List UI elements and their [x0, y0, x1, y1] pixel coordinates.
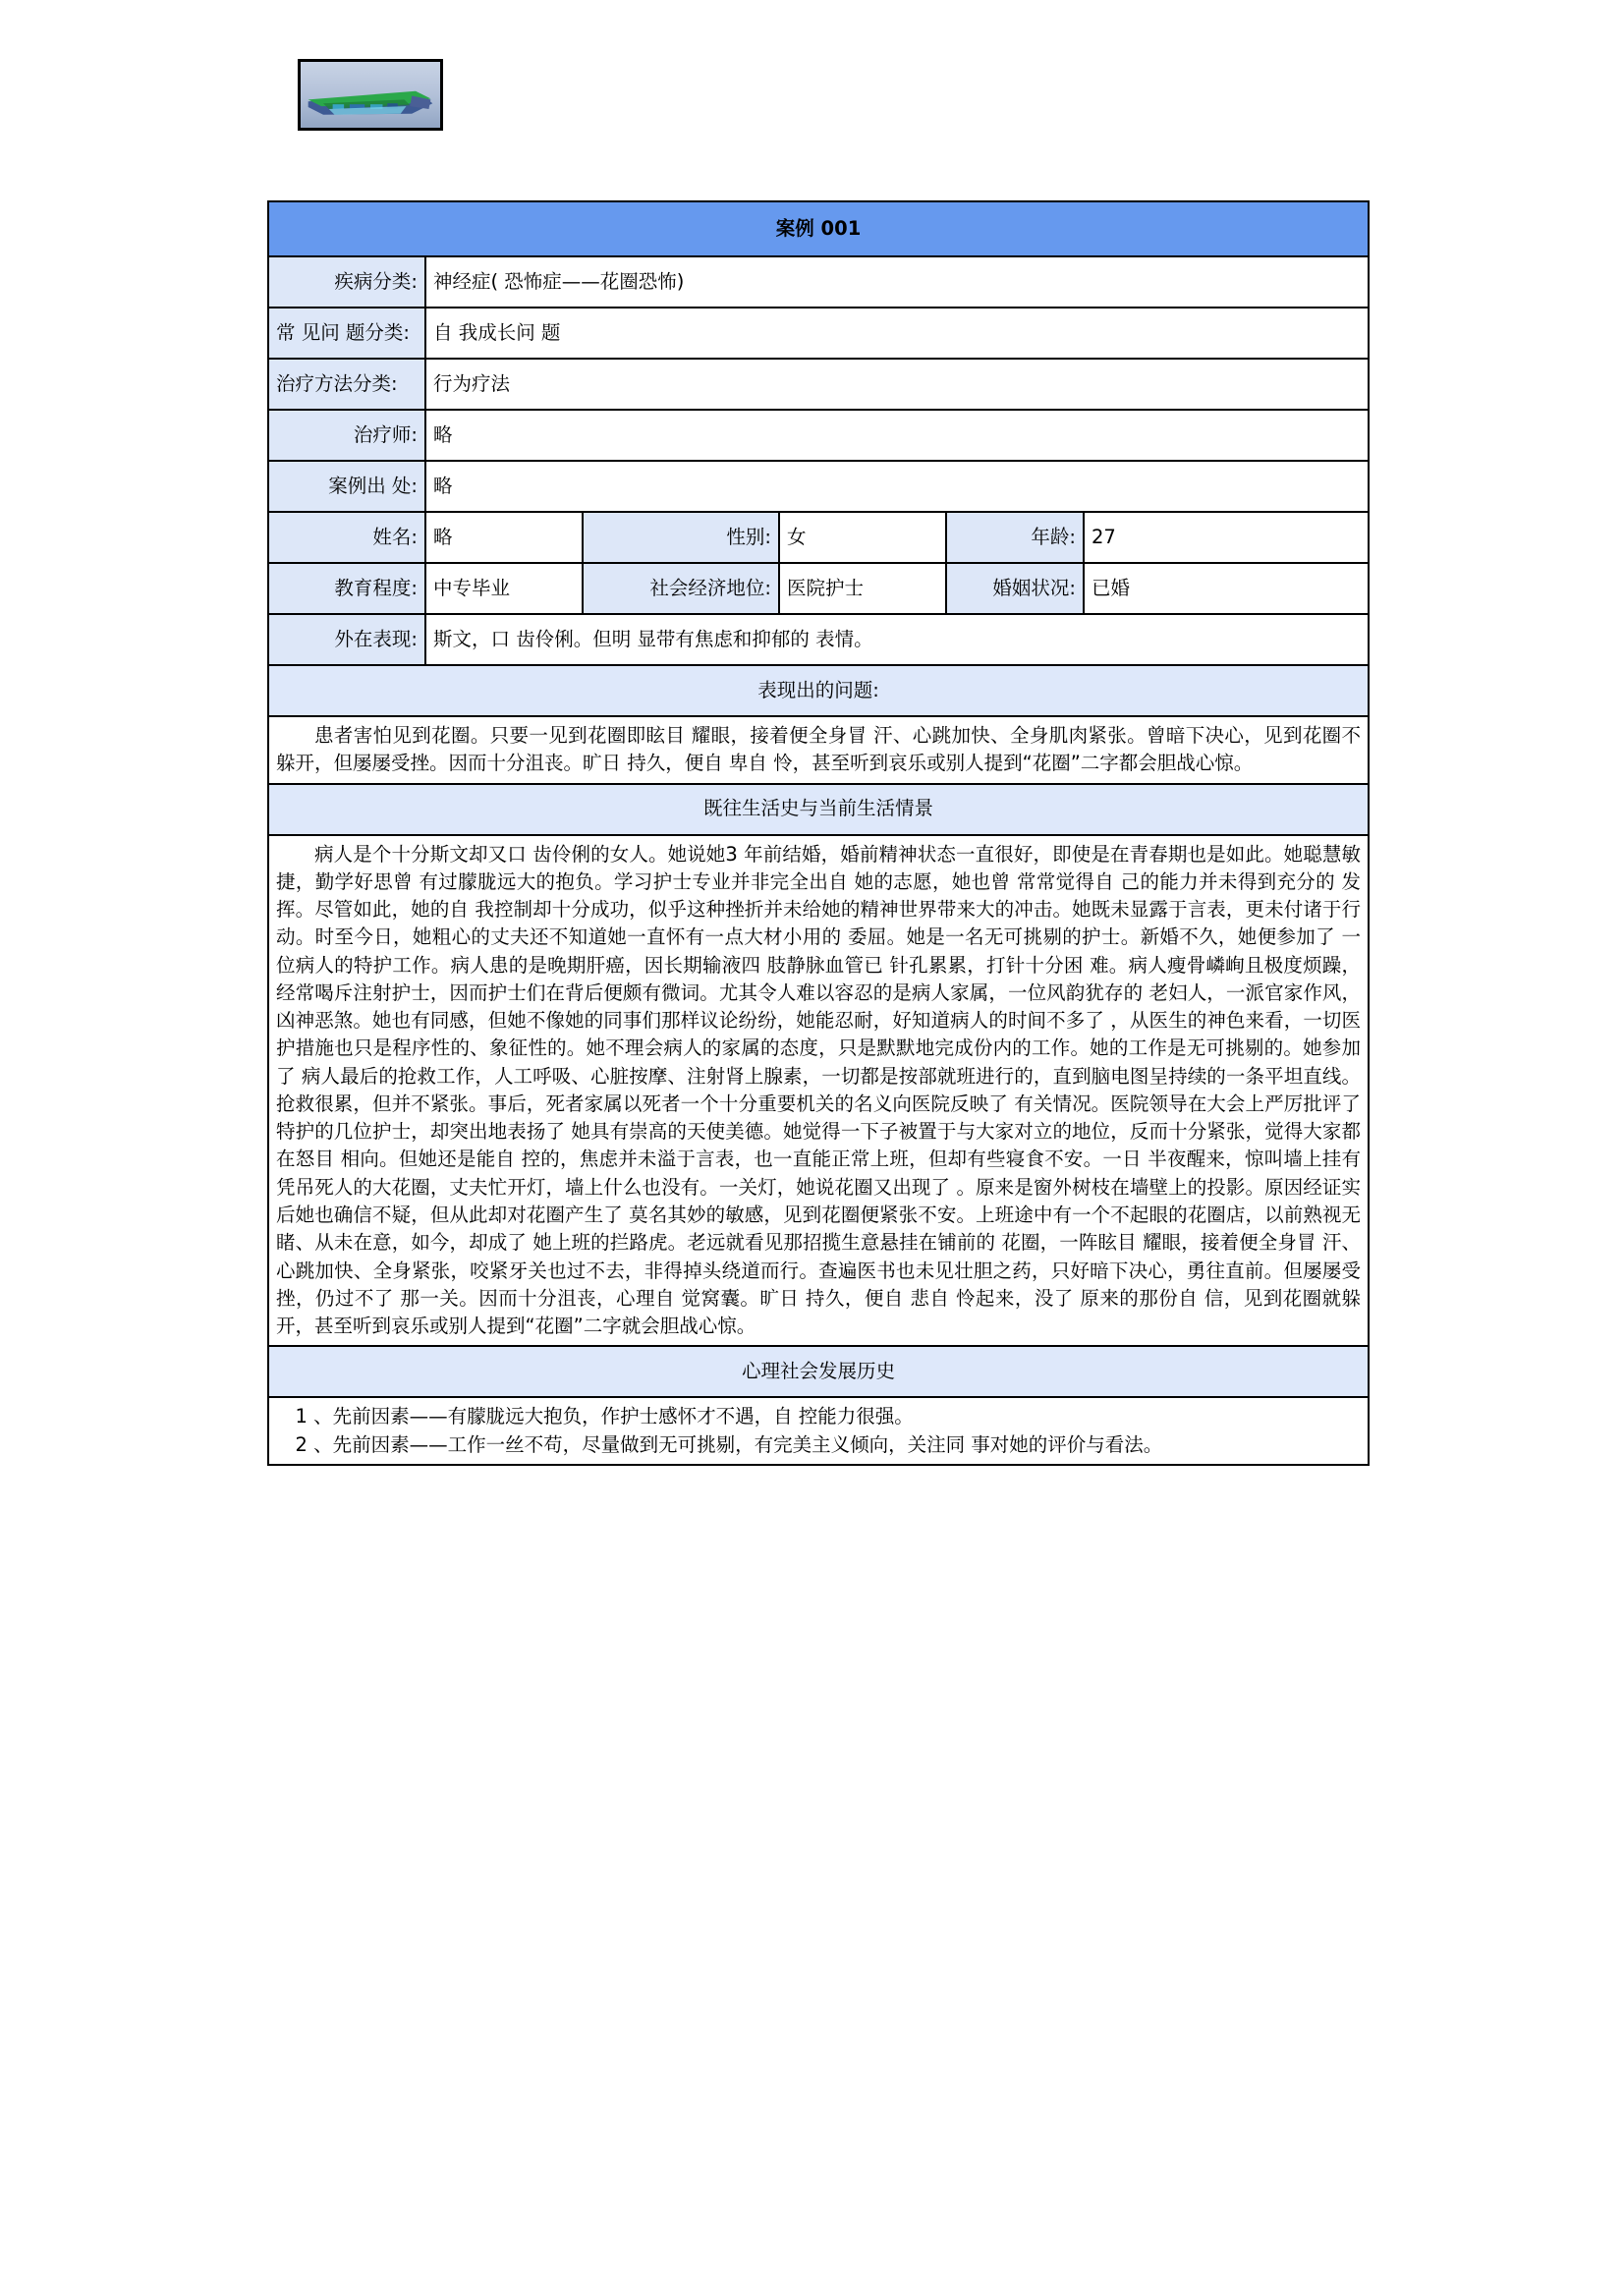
case-record-table [267, 200, 1370, 1466]
table-row-demographics [268, 512, 1369, 563]
value-gender: 女 [779, 512, 946, 563]
section-body-psychosocial-history [268, 1397, 1369, 1465]
section-body-presenting-problem [268, 716, 1369, 784]
section-heading-life-history: 既往生活史与当前生活情景 [268, 784, 1369, 835]
paragraph: 患者害怕见到花圈。只要一见到花圈即眩目 耀眼，接着便全身冒 汗、心跳加快、全身肌肉紧张。曾暗下决心，见到花圈不躲开，但屡屡受挫。因而十分沮丧。旷日 持久，便自 卑自 怜，甚至听到哀乐或别人提到“花圈”二字都会胆战心惊。 [276, 724, 1362, 775]
table-row-background [268, 563, 1369, 614]
table-row-disease-category [268, 256, 1369, 308]
label-gender: 性别: [583, 512, 779, 563]
label-case-source: 案例出 处: [268, 461, 425, 512]
label-education: 教育程度: [268, 563, 425, 614]
logo-artwork-icon [301, 62, 440, 131]
label-treatment-method-category: 治疗方法分类: [268, 359, 425, 410]
label-common-problem-category: 常 见问 题分类: [268, 308, 425, 359]
label-age: 年龄: [946, 512, 1084, 563]
value-treatment-method-category: 行为疗法 [425, 359, 1369, 410]
label-marital-status: 婚姻状况: [946, 563, 1084, 614]
table-row-section-body-life-history [268, 835, 1369, 1347]
label-therapist: 治疗师: [268, 410, 425, 461]
label-name: 姓名: [268, 512, 425, 563]
section-heading-psychosocial-history: 心理社会发展历史 [268, 1346, 1369, 1397]
value-age: 27 [1084, 512, 1369, 563]
value-disease-category: 神经症( 恐怖症——花圈恐怖) [425, 256, 1369, 308]
table-row-section-heading-presenting-problem [268, 665, 1369, 716]
list-item: 2 、先前因素——工作一丝不苟，尽量做到无可挑剔，有完美主义倾向，关注同 事对她的评价与看法。 [295, 1432, 1163, 1456]
table-row-case-source [268, 461, 1369, 512]
list-item: 1 、先前因素——有朦胧远大抱负，作护士感怀才不遇，自 控能力很强。 [295, 1405, 914, 1428]
label-appearance: 外在表现: [268, 614, 425, 665]
table-row-section-body-psychosocial-history [268, 1397, 1369, 1465]
value-education: 中专毕业 [425, 563, 583, 614]
table-row-section-heading-psychosocial-history [268, 1346, 1369, 1397]
table-row-title [268, 201, 1369, 256]
section-heading-presenting-problem: 表现出的问题: [268, 665, 1369, 716]
paragraph: 病人是个十分斯文却又口 齿伶俐的女人。她说她3 年前结婚，婚前精神状态一直很好，即使是在青春期也是如此。她聪慧敏捷，勤学好思曾 有过朦胧远大的抱负。学习护士专业并非完全出自 她的志愿，她也曾 常常觉得自 己的能力并未得到充分的 发挥。尽管如此，她的自 我控制却十分成功，似乎这种挫折并未给她的精神世界带来大的冲击。她既未显露于言表，更未付诸于行动。时至今日，她粗心的丈夫还不知道她一直怀有一点大材小用的 委屈。她是一名无可挑剔的护士。新婚不久，她便参加了 一位病人的特护工作。病人患的是晚期肝癌，因长期输液四 肢静脉血管已 针孔累累，打针十分困 难。病人瘦骨嶙峋且极度烦躁，经常喝斥注射护士，因而护士们在背后便颇有微词。尤其令人难以容忍的是病人家属，一位风韵犹存的 老妇人，一派官家作风，凶神恶煞。她也有同感，但她不像她的同事们那样议论纷纷，她能忍耐，好知道病人的时间不多了 ，从医生的神色来看，一切医护措施也只是程序性的、象征性的。她不理会病人的家属的态度，只是默默地完成份内的工作。她的工作是无可挑剔的。她参加了 病人最后的抢救工作，人工呼吸、心脏按摩、注射肾上腺素，一切都是按部就班进行的，直到脑电图呈持续的一条平坦直线。抢救很累，但并不紧张。事后，死者家属以死者一个十分重要机关的名义向医院反映了 有关情况。医院领导在大会上严厉批评了 特护的几位护士，却突出地表扬了 她具有崇高的天使美德。她觉得一下子被置于与大家对立的地位，反而十分紧张，觉得大家都在怒目 相向。但她还是能自 控的，焦虑并未溢于言表，也一直能正常上班，但却有些寝食不安。一日 半夜醒来，惊叫墙上挂有凭吊死人的大花圈，丈夫忙开灯，墙上什么也没有。一关灯，她说花圈又出现了 。原来是窗外树枝在墙壁上的投影。原因经证实后她也确信不疑，但从此却对花圈产生了 莫名其妙的敏感，见到花圈便紧张不安。上班途中有一个不起眼的花圈店，以前熟视无睹、从未在意，如今，却成了 她上班的拦路虎。老远就看见那招揽生意悬挂在铺前的 花圈，一阵眩目 耀眼，接着便全身冒 汗、心跳加快、全身紧张，咬紧牙关也过不去，非得掉头绕道而行。查遍医书也未见壮胆之药，只好暗下决心，勇往直前。但屡屡受挫，仍过不了 那一关。因而十分沮丧，心理自 觉窝囊。旷日 持久，便自 悲自 怜起来，没了 原来的那份自 信，见到花圈就躲开，甚至听到哀乐或别人提到“花圈”二字就会胆战心惊。 [276, 842, 1362, 1338]
value-therapist: 略 [425, 410, 1369, 461]
value-case-source: 略 [425, 461, 1369, 512]
value-common-problem-category: 自 我成长问 题 [425, 308, 1369, 359]
table-row-section-heading-life-history [268, 784, 1369, 835]
case-title-cell [268, 201, 1369, 256]
value-appearance: 斯文，口 齿伶俐。但明 显带有焦虑和抑郁的 表情。 [425, 614, 1369, 665]
label-socioeconomic-status: 社会经济地位: [583, 563, 779, 614]
case-title: 案例 001 [775, 216, 862, 240]
section-body-life-history [268, 835, 1369, 1347]
value-socioeconomic-status: 医院护士 [779, 563, 946, 614]
table-row-section-body-presenting-problem [268, 716, 1369, 784]
document-logo [298, 59, 443, 131]
table-row-appearance [268, 614, 1369, 665]
table-row-treatment-method-category [268, 359, 1369, 410]
value-marital-status: 已婚 [1084, 563, 1369, 614]
table-row-common-problem-category [268, 308, 1369, 359]
table-row-therapist [268, 410, 1369, 461]
value-name: 略 [425, 512, 583, 563]
label-disease-category: 疾病分类: [268, 256, 425, 308]
